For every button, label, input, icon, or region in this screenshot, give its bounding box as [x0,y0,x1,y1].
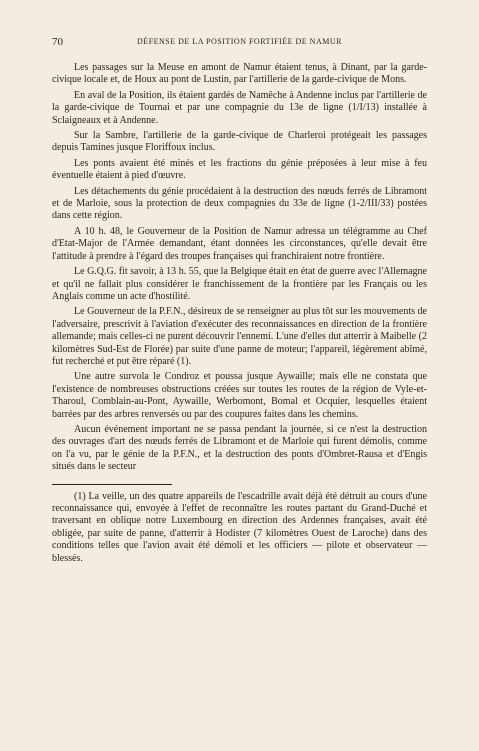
body-text [52,62,427,565]
paragraph: Le G.Q.G. fit savoir, à 13 h. 55, que la Belgique était en état de guerre avec l'Allemagne et qu'il ne fallait plus considérer le franchissement de la frontière par les Français ou les Anglais comme un acte d'hostilité. [52,266,427,302]
paragraph: Aucun événement important ne se passa pendant la journée, si ce n'est la destruction des ouvrages d'art des nœuds ferrés de Libramont et de Marloie qui furent démolis, comme on l'a vu, par le génie de la P.F.N., et la destruction des ponts d'Ombret-Rausa et d'Engis situés dans le secteur [52,423,427,473]
footnote-divider [52,484,172,485]
footnote: (1) La veille, un des quatre appareils de l'escadrille avait déjà été détruit au cours d'une reconnaissance qui, envoyée à l'effet de reconnaître les routes partant du Grand-Duché et traversant en oblique notre Luxembourg en direction des Ardennes françaises, avait été obligée, par suite de panne, d'atterrir à Hodister (7 kilomètres Ouest de Laroche) dans des conditions telles que l'avion avait été démoli et les officiers — pilote et observateur — blessés. [52,490,427,564]
page-number: 70 [52,36,63,48]
paragraph: Les détachements du génie procédaient à la destruction des nœuds ferrés de Libramont et de Marloie, sous la protection de deux compagnies du 33e de ligne (1-2/III/33) postées dans cette région. [52,185,427,222]
paragraph: Les ponts avaient été minés et les fractions du génie préposées à leur mise à feu éventuelle étaient à pied d'œuvre. [52,157,427,182]
paragraph: Les passages sur la Meuse en amont de Namur étaient tenus, à Dinant, par la garde-civique locale et, de Houx au pont de Lustin, par l'artillerie de la garde-civique de Mons. [52,62,427,86]
paragraph: Le Gouverneur de la P.F.N., désireux de se renseigner au plus tôt sur les mouvements de l'adversaire, prescrivit à l'aviation d'exécuter des reconnaissances en direction de la frontière allemande; mais celles-ci ne purent découvrir l'ennemi. L'une d'elles dut atterrir à Maibelle (2 kilomètres Sud-Est de Florée) par suite d'une panne de moteur; l'appareil, légèrement abîmé, fut recherché et put être réparé (1). [52,306,427,367]
paragraph: En aval de la Position, ils étaient gardés de Namêche à Andenne inclus par l'artillerie de la garde-civique de Tournai et par une compagnie du 13e de ligne (1/I/13) installée à Sclaigneaux et à Andenne. [52,89,427,126]
paragraph: Une autre survola le Condroz et poussa jusque Aywaille; mais elle ne constata que l'existence de nombreuses obstructions créées sur toutes les routes de la région de Vyle-et-Tharoul, Comblain-au-Pont, Aywaille, Werbomont, Bomal et Ocquier, lesquelles étaient barrées par des arbres renversés ou par des coupures faites dans les chemins. [52,371,427,420]
paragraph: A 10 h. 48, le Gouverneur de la Position de Namur adressa un télégramme au Chef d'Etat-Major de l'Armée demandant, étant données les circonstances, qu'elle devait être l'attitude à prendre à l'égard des troupes françaises qui franchiraient notre frontière. [52,225,427,262]
page-header [52,36,427,50]
paragraph: Sur la Sambre, l'artillerie de la garde-civique de Charleroi protégeait les passages depuis Tamines jusque Floriffoux inclus. [52,130,427,154]
running-title: DÉFENSE DE LA POSITION FORTIFIÉE DE NAMUR [137,37,342,46]
